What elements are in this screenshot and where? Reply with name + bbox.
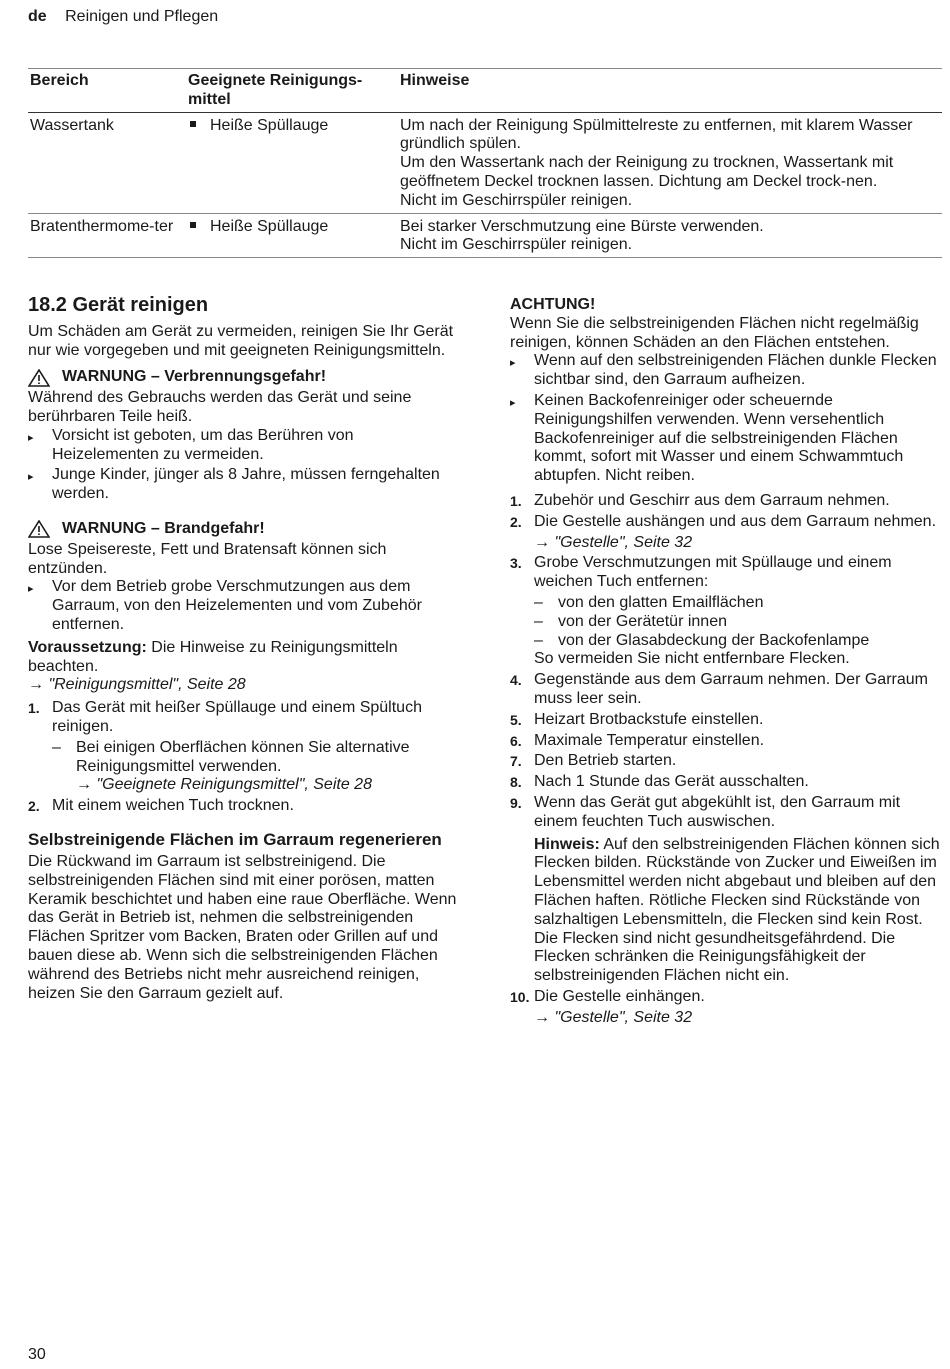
step-4	[510, 671, 944, 709]
step-1	[510, 492, 944, 511]
step-10	[510, 988, 944, 1007]
dash-item-text: Bei einigen Oberflächen können Sie alternative Reinigungsmittel verwenden.	[76, 738, 410, 775]
warning-triangle-icon	[28, 369, 50, 387]
warning-triangle-icon	[28, 520, 50, 538]
table-row	[28, 112, 942, 213]
hint-text: Auf den selbstreinigenden Flächen können sich Flecken bilden. Rückstände von Zucker und Eiweißen im Lebensmittel werden nicht abgebaut und bleiben auf den Flächen haften. Rötliche Flecken sind Rückstände von salzhaltigen Lebensmitteln, die Flecken sind kein Rost. Die Flecken sind nicht gesundheitsgefährdend. Die Flecken schränken die Reinigungsfähigkeit der selbstreinigenden Flächen nicht ein.	[534, 835, 940, 985]
list-item	[28, 427, 462, 465]
language-code: de	[28, 8, 47, 25]
table-row	[28, 213, 942, 258]
step-text: Wenn das Gerät gut abgekühlt ist, den Garraum mit einem feuchten Tuch auswischen.	[534, 793, 901, 830]
step-text: Nach 1 Stunde das Gerät ausschalten.	[534, 773, 809, 791]
subsection-heading: Selbstreinigende Flächen im Garraum regenerieren	[28, 829, 442, 849]
cross-reference-link[interactable]: → "Gestelle", Seite 32	[534, 533, 693, 551]
step-number: 2.	[510, 513, 522, 530]
dash-marker: –	[534, 593, 543, 611]
col-header-notes: Hinweise	[398, 69, 942, 113]
step-number: 6.	[510, 732, 522, 749]
cell-area: Bratenthermome-ter	[28, 213, 186, 258]
dash-item-text: von der Gerätetür innen	[558, 612, 727, 630]
caution-text: Wenn Sie die selbstreinigenden Flächen nicht regelmäßig reinigen, können Schäden an den Flächen entstehen.	[510, 314, 919, 351]
step-number: 10.	[510, 988, 530, 1005]
prerequisite	[28, 639, 462, 677]
step-3	[510, 554, 944, 592]
dash-marker: –	[52, 738, 61, 756]
caution-title: ACHTUNG!	[510, 296, 596, 313]
step-text: Die Gestelle aushängen und aus dem Garraum nehmen.	[534, 512, 937, 530]
dash-marker: –	[534, 612, 543, 630]
square-bullet-icon	[190, 121, 196, 127]
step-number: 9.	[510, 794, 522, 811]
step-number: 4.	[510, 672, 522, 689]
cell-agent	[186, 213, 398, 258]
step-number: 1.	[510, 492, 522, 509]
dash-item-text: von den glatten Emailflächen	[558, 593, 764, 611]
step-text: Grobe Verschmutzungen mit Spüllauge und einem weichen Tuch entfernen:	[534, 554, 892, 591]
right-column	[510, 296, 944, 1027]
step-3-note: So vermeiden Sie nicht entfernbare Flecken.	[534, 650, 850, 668]
cell-notes: Um nach der Reinigung Spülmittelreste zu entfernen, mit klarem Wasser gründlich spülen. Um den Wassertank nach der Reinigung zu trocknen, Wassertank mit geöffnetem Deckel trocknen lassen. Dichtung am Deckel trock-nen. Nicht im Geschirrspüler reinigen.	[398, 112, 942, 213]
col-header-area: Bereich	[28, 69, 186, 113]
list-item-text: Vorsicht ist geboten, um das Berühren von Heizelementen zu vermeiden.	[52, 426, 354, 463]
list-item-text: Junge Kinder, jünger als 8 Jahre, müssen ferngehalten werden.	[52, 466, 440, 503]
dash-item	[510, 632, 944, 651]
step-8	[510, 773, 944, 792]
step-text: Die Gestelle einhängen.	[534, 987, 705, 1005]
list-item	[510, 352, 944, 390]
dash-item	[510, 594, 944, 613]
cell-notes: Bei starker Verschmutzung eine Bürste verwenden. Nicht im Geschirrspüler reinigen.	[398, 213, 942, 258]
step-text: Das Gerät mit heißer Spüllauge und einem Spültuch reinigen.	[52, 699, 422, 735]
warning-fire-text: Lose Speisereste, Fett und Bratensaft können sich entzünden.	[28, 540, 387, 577]
step-text: Heizart Brotbackstufe einstellen.	[534, 710, 764, 728]
triangle-bullet-icon: ▸	[28, 431, 34, 444]
triangle-bullet-icon: ▸	[28, 583, 34, 596]
step-text: Mit einem weichen Tuch trocknen.	[52, 797, 294, 815]
cross-reference-link[interactable]: → "Reinigungsmittel", Seite 28	[28, 676, 246, 694]
step-number: 5.	[510, 711, 522, 728]
step-number: 8.	[510, 774, 522, 791]
list-item	[28, 578, 462, 634]
step-number: 3.	[510, 555, 522, 572]
intro-text: Um Schäden am Gerät zu vermeiden, reinigen Sie Ihr Gerät nur wie vorgegeben und mit geeigneten Reinigungsmitteln.	[28, 322, 454, 359]
step-1	[28, 699, 462, 737]
cell-area: Wassertank	[28, 112, 186, 213]
step-2	[28, 797, 462, 816]
warning-burn-label: WARNUNG – Verbrennungsgefahr!	[62, 368, 327, 386]
triangle-bullet-icon: ▸	[510, 396, 516, 409]
subsection-text: Die Rückwand im Garraum ist selbstreinigend. Die selbstreinigenden Flächen sind mit einer porösen, matten Keramik beschichtet und haben eine raue Oberfläche. Wenn das Gerät in Betrieb ist, nehmen die selbstreinigenden Flächen Spritzer vom Backen, Braten oder Grillen auf und bauen diese ab. Wenn sich die selbstreinigenden Flächen während des Betriebs nicht mehr ausreichend reinigen, heizen Sie den Garraum gezielt auf.	[28, 852, 457, 1002]
list-item	[28, 466, 462, 504]
col-header-agent: Geeignete Reinigungs- mittel	[186, 69, 398, 113]
dash-marker: –	[534, 631, 543, 649]
step-9	[510, 794, 944, 832]
warning-burn-title	[28, 368, 462, 387]
step-text: Zubehör und Geschirr aus dem Garraum nehmen.	[534, 491, 890, 509]
step-number: 2.	[28, 798, 40, 815]
cell-agent-text: Heiße Spüllauge	[210, 116, 329, 134]
section-heading: 18.2 Gerät reinigen	[28, 294, 209, 316]
cleaning-table	[28, 68, 942, 258]
step-text: Maximale Temperatur einstellen.	[534, 731, 765, 749]
step-number: 1.	[28, 700, 40, 717]
cross-reference-link[interactable]: → "Geeignete Reinigungsmittel", Seite 28	[76, 776, 372, 794]
cell-agent	[186, 112, 398, 213]
list-item-text: Keinen Backofenreiniger oder scheuernde Reinigungshilfen verwenden. Wenn versehentlich Backofenreiniger auf die selbstreinigenden Flächen kommt, sofort mit Wasser und einem Schwammtuch abtupfen. Nicht reiben.	[534, 391, 904, 485]
hint-note	[510, 836, 944, 986]
step-text: Den Betrieb starten.	[534, 752, 677, 770]
cross-reference-link[interactable]: → "Gestelle", Seite 32	[534, 1008, 693, 1026]
step-text: Gegenstände aus dem Garraum nehmen. Der Garraum muss leer sein.	[534, 671, 928, 707]
dash-item	[510, 613, 944, 632]
dash-item	[28, 739, 462, 777]
list-item-text: Wenn auf den selbstreinigenden Flächen dunkle Flecken sichtbar sind, den Garraum aufheizen.	[534, 352, 937, 389]
warning-burn-text: Während des Gebrauchs werden das Gerät und seine berührbaren Teile heiß.	[28, 389, 412, 425]
section-title: Reinigen und Pflegen	[65, 8, 219, 25]
warning-fire-title	[28, 520, 462, 539]
prerequisite-label: Voraussetzung:	[28, 638, 147, 656]
dash-item-text: von der Glasabdeckung der Backofenlampe	[558, 631, 870, 649]
triangle-bullet-icon: ▸	[28, 471, 34, 484]
step-7	[510, 752, 944, 771]
list-item	[510, 392, 944, 486]
list-item-text: Vor dem Betrieb grobe Verschmutzungen aus dem Garraum, von den Heizelementen und vom Zubehör entfernen.	[52, 578, 422, 633]
page-header	[28, 8, 218, 26]
step-5	[510, 711, 944, 730]
table-header-row	[28, 69, 942, 113]
left-column	[28, 296, 462, 1007]
cell-agent-text: Heiße Spüllauge	[210, 217, 329, 235]
step-6	[510, 732, 944, 751]
triangle-bullet-icon: ▸	[510, 357, 516, 370]
page-number: 30	[28, 1346, 46, 1363]
prerequisite-text: Die Hinweise zu Reinigungsmitteln beachten.	[28, 638, 398, 675]
square-bullet-icon	[190, 222, 196, 228]
warning-fire-label: WARNUNG – Brandgefahr!	[62, 519, 265, 537]
step-2	[510, 513, 944, 532]
step-number: 7.	[510, 753, 522, 770]
hint-label: Hinweis:	[534, 835, 600, 853]
